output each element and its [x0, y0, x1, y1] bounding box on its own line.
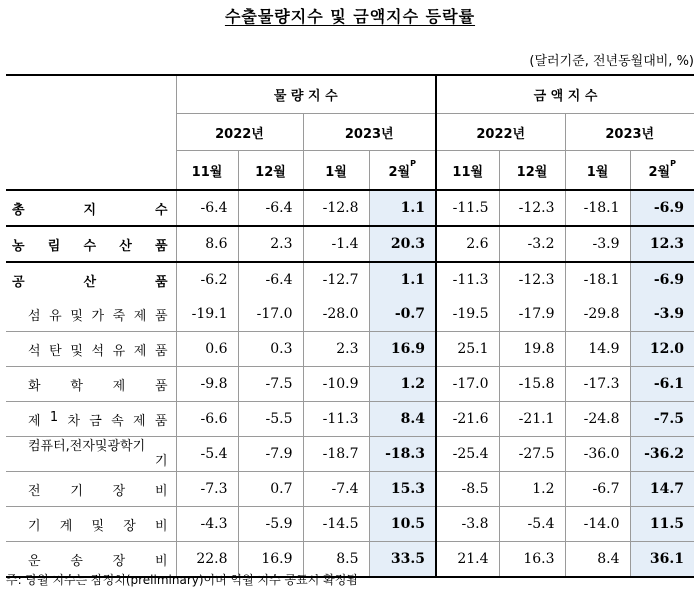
unit-note: (달러기준, 전년동월대비, %) — [529, 54, 694, 69]
table-row — [6, 507, 694, 542]
value-cell: -7.3 — [176, 472, 238, 507]
month-header: 1월 — [565, 151, 630, 191]
row-label: 컴퓨터,전자및광학기 기 — [6, 437, 176, 472]
value-cell: 14.9 — [565, 332, 630, 367]
table-row — [6, 190, 694, 226]
value-cell: -5.4 — [499, 507, 565, 542]
month-header: 12월 — [238, 151, 303, 191]
value-cell: -21.1 — [499, 402, 565, 437]
table-row — [6, 367, 694, 402]
value-cell: -18.1 — [565, 262, 630, 297]
value-cell: -7.9 — [238, 437, 303, 472]
value-cell: -18.7 — [303, 437, 369, 472]
value-cell: -11.3 — [303, 402, 369, 437]
value-cell: -6.4 — [238, 262, 303, 297]
year-header: 2022년 — [176, 114, 303, 151]
value-cell: -17.3 — [565, 367, 630, 402]
year-header: 2023년 — [303, 114, 436, 151]
row-label: 전 기 장 비 — [6, 472, 176, 507]
row-label: 섬 유 및 가 죽 제 품 — [6, 297, 176, 332]
value-cell: 11.5 — [630, 507, 694, 542]
value-cell: 8.6 — [176, 226, 238, 262]
value-cell: -17.9 — [499, 297, 565, 332]
table-row — [6, 297, 694, 332]
value-cell: -11.5 — [436, 190, 499, 226]
value-cell: -36.0 — [565, 437, 630, 472]
page-title: 수출물량지수 및 금액지수 등락률 — [224, 7, 476, 26]
value-cell: 1.1 — [369, 262, 436, 297]
value-cell: 36.1 — [630, 542, 694, 578]
footnote: 주: 당월 지수는 잠정치(preliminary)이며 익월 지수 공표시 확정됨 — [6, 573, 358, 587]
value-cell: -7.4 — [303, 472, 369, 507]
value-cell: -7.5 — [238, 367, 303, 402]
value-cell: -0.7 — [369, 297, 436, 332]
value-cell: -3.9 — [565, 226, 630, 262]
preliminary-mark: P — [410, 158, 416, 168]
value-cell: -18.3 — [369, 437, 436, 472]
value-cell: 15.3 — [369, 472, 436, 507]
value-cell: 21.4 — [436, 542, 499, 578]
value-cell: 8.5 — [303, 542, 369, 578]
table-row — [6, 332, 694, 367]
value-cell: -5.5 — [238, 402, 303, 437]
table-row — [6, 226, 694, 262]
row-label: 기 계 및 장 비 — [6, 507, 176, 542]
value-cell: 14.7 — [630, 472, 694, 507]
year-header: 2022년 — [436, 114, 565, 151]
table-row — [6, 472, 694, 507]
value-cell: -12.7 — [303, 262, 369, 297]
value-cell: 8.4 — [565, 542, 630, 578]
row-label: 제 1 차 금 속 제 품 — [6, 402, 176, 437]
value-cell: -21.6 — [436, 402, 499, 437]
value-cell: -14.0 — [565, 507, 630, 542]
value-cell: -6.2 — [176, 262, 238, 297]
value-cell: -6.4 — [176, 190, 238, 226]
value-cell: -5.4 — [176, 437, 238, 472]
value-cell: -8.5 — [436, 472, 499, 507]
value-cell: -1.4 — [303, 226, 369, 262]
value-cell: 2.3 — [303, 332, 369, 367]
value-cell: 16.3 — [499, 542, 565, 578]
value-cell: -11.3 — [436, 262, 499, 297]
value-cell: -12.3 — [499, 262, 565, 297]
value-cell: -6.1 — [630, 367, 694, 402]
month-header: 11월 — [436, 151, 499, 191]
value-cell: -6.9 — [630, 190, 694, 226]
value-cell: 1.1 — [369, 190, 436, 226]
value-cell: -14.5 — [303, 507, 369, 542]
value-cell: -18.1 — [565, 190, 630, 226]
group-header-volume: 물 량 지 수 — [176, 75, 436, 114]
value-cell: -19.5 — [436, 297, 499, 332]
stub-header — [6, 75, 176, 190]
value-cell: -36.2 — [630, 437, 694, 472]
value-cell: 16.9 — [238, 542, 303, 578]
value-cell: -17.0 — [238, 297, 303, 332]
value-cell: -7.5 — [630, 402, 694, 437]
month-header: 11월 — [176, 151, 238, 191]
month-header: 2월$^P$ — [630, 151, 694, 191]
value-cell: -3.2 — [499, 226, 565, 262]
value-cell: -5.9 — [238, 507, 303, 542]
value-cell: 19.8 — [499, 332, 565, 367]
value-cell: 0.3 — [238, 332, 303, 367]
value-cell: -24.8 — [565, 402, 630, 437]
value-cell: 1.2 — [369, 367, 436, 402]
month-header: 2월$^P$ — [369, 151, 436, 191]
index-table — [6, 74, 694, 578]
value-cell: -4.3 — [176, 507, 238, 542]
row-label: 운 송 장 비 — [6, 542, 176, 578]
month-header: 12월 — [499, 151, 565, 191]
value-cell: 22.8 — [176, 542, 238, 578]
value-cell: -15.8 — [499, 367, 565, 402]
value-cell: -12.3 — [499, 190, 565, 226]
value-cell: 8.4 — [369, 402, 436, 437]
value-cell: -29.8 — [565, 297, 630, 332]
value-cell: 12.0 — [630, 332, 694, 367]
row-label: 화 학 제 품 — [6, 367, 176, 402]
value-cell: -3.8 — [436, 507, 499, 542]
month-header: 1월 — [303, 151, 369, 191]
value-cell: 2.6 — [436, 226, 499, 262]
table-row — [6, 402, 694, 437]
value-cell: 1.2 — [499, 472, 565, 507]
year-header: 2023년 — [565, 114, 694, 151]
value-cell: -6.9 — [630, 262, 694, 297]
value-cell: -17.0 — [436, 367, 499, 402]
value-cell: -9.8 — [176, 367, 238, 402]
value-cell: 33.5 — [369, 542, 436, 578]
value-cell: 0.7 — [238, 472, 303, 507]
value-cell: -10.9 — [303, 367, 369, 402]
table-row — [6, 262, 694, 297]
value-cell: 25.1 — [436, 332, 499, 367]
group-header-value: 금 액 지 수 — [436, 75, 694, 114]
value-cell: -12.8 — [303, 190, 369, 226]
row-label: 석 탄 및 석 유 제 품 — [6, 332, 176, 367]
row-label: 공 산 품 — [6, 262, 176, 297]
value-cell: -19.1 — [176, 297, 238, 332]
value-cell: -6.7 — [565, 472, 630, 507]
value-cell: 16.9 — [369, 332, 436, 367]
value-cell: -28.0 — [303, 297, 369, 332]
value-cell: -6.6 — [176, 402, 238, 437]
value-cell: 0.6 — [176, 332, 238, 367]
value-cell: 12.3 — [630, 226, 694, 262]
value-cell: 20.3 — [369, 226, 436, 262]
row-label: 총 지 수 — [6, 190, 176, 226]
value-cell: -3.9 — [630, 297, 694, 332]
value-cell: 2.3 — [238, 226, 303, 262]
value-cell: -6.4 — [238, 190, 303, 226]
value-cell: 10.5 — [369, 507, 436, 542]
value-cell: -27.5 — [499, 437, 565, 472]
table-row — [6, 437, 694, 472]
preliminary-mark: P — [670, 158, 676, 168]
row-label: 농 림 수 산 품 — [6, 226, 176, 262]
value-cell: -25.4 — [436, 437, 499, 472]
